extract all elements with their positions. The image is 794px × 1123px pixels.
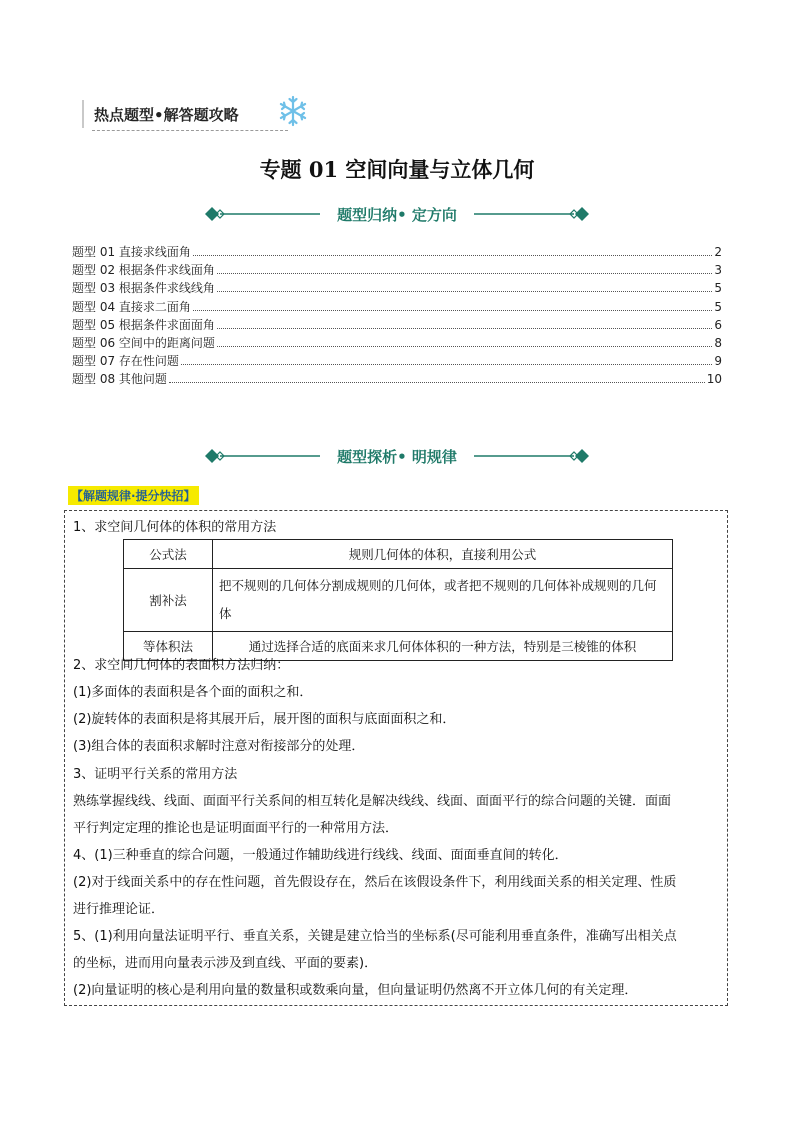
header-label: 热点题型•解答题攻略: [94, 106, 239, 124]
toc-entry-page: 5: [714, 281, 722, 296]
toc-entry-page: 2: [714, 245, 722, 259]
toc-leader: [169, 382, 705, 383]
tips-text: 平行判定定理的推论也是证明面面平行的一种常用方法．: [73, 821, 399, 836]
toc-entry-page: 10: [706, 372, 722, 387]
tips-text: (2)向量证明的核心是利用向量的数量积或数乘向量，但向量证明仍然离不开立体几何的有关定理．: [73, 983, 638, 998]
tips-text: (1)多面体的表面积是各个面的面积之和．: [73, 685, 313, 700]
toc-banner-title: 题型归纳• 定方向: [337, 206, 457, 224]
toc-leader: [217, 346, 712, 347]
toc-entry-label: 题型 02 根据条件求线面角: [72, 263, 215, 278]
section-header: [82, 96, 312, 132]
tips-heading-5: 5、(1)利用向量法证明平行、垂直关系，关键是建立恰当的坐标系(尽可能利用垂直条件，准确写出相关点: [73, 929, 677, 944]
tips-text: (3)组合体的表面积求解时注意对衔接部分的处理．: [73, 739, 365, 754]
tips-text: (2)对于线面关系中的存在性问题，首先假设存在，然后在该假设条件下，利用线面关系的相关定理、性质: [73, 875, 677, 890]
toc-entry-label: 题型 03 根据条件求线线角: [72, 281, 215, 296]
toc-entry-label: 题型 04 直接求二面角: [72, 299, 191, 314]
toc-leader: [217, 273, 712, 274]
table-cell-value: 通过选择合适的底面来求几何体体积的一种方法，特别是三棱锥的体积: [213, 632, 673, 661]
toc-entry-page: 5: [714, 299, 722, 314]
toc-entry-label: 题型 01 直接求线面角: [72, 245, 191, 259]
toc-entry-page: 8: [714, 335, 722, 350]
table-cell-key: 公式法: [124, 540, 213, 569]
toc-entry-label: 题型 07 存在性问题: [72, 354, 179, 369]
toc-entry[interactable]: [72, 352, 722, 370]
tips-text: (2)旋转体的表面积是将其展开后，展开图的面积与底面面积之和．: [73, 712, 456, 727]
table-cell-value: 规则几何体的体积，直接利用公式: [213, 540, 673, 569]
table-row: [124, 569, 673, 632]
table-cell-key: 割补法: [124, 569, 213, 632]
tips-text: 熟练掌握线线、线面、面面平行关系间的相互转化是解决线线、线面、面面平行的综合问题的关键．面面: [73, 794, 672, 809]
tips-heading-3: 3、证明平行关系的常用方法: [73, 767, 238, 782]
toc-leader: [181, 364, 712, 365]
toc-entry[interactable]: [72, 298, 722, 316]
snowflake-icon: [276, 94, 310, 128]
tips-text: 进行推理论证．: [73, 902, 165, 917]
tips-tag: 【解题规律·提分快招】: [68, 486, 199, 505]
table-cell-value: 把不规则的几何体分割成规则的几何体，或者把不规则的几何体补成规则的几何体: [213, 569, 673, 632]
toc-entry[interactable]: [72, 261, 722, 279]
tips-text: 的坐标，进而用向量表示涉及到直线、平面的要素)．: [73, 956, 378, 971]
toc-entry-label: 题型 05 根据条件求面面角: [72, 317, 215, 332]
toc-banner: [202, 201, 592, 227]
toc-entry[interactable]: [72, 370, 722, 388]
header-dashed-rule: [92, 130, 288, 131]
toc-entry[interactable]: [72, 243, 722, 261]
table-cell-key: 等体积法: [124, 632, 213, 661]
toc-entry-page: 3: [714, 263, 722, 278]
toc-entry[interactable]: [72, 334, 722, 352]
toc-entry[interactable]: [72, 316, 722, 334]
tips-box: [64, 510, 728, 1006]
toc-leader: [193, 310, 712, 311]
toc-leader: [193, 255, 712, 256]
toc-leader: [217, 291, 712, 292]
toc-entry-page: 9: [714, 354, 722, 369]
tips-heading-4: 4、(1)三种垂直的综合问题，一般通过作辅助线进行线线、线面、面面垂直间的转化．: [73, 848, 568, 863]
toc-entry[interactable]: [72, 279, 722, 297]
toc-entry-page: 6: [714, 317, 722, 332]
explore-banner: [202, 443, 592, 469]
toc-leader: [217, 328, 712, 329]
table-of-contents: [72, 243, 722, 389]
volume-methods-table: [123, 539, 673, 661]
header-bar: [82, 100, 84, 128]
toc-entry-label: 题型 06 空间中的距离问题: [72, 335, 215, 350]
tips-heading-2: 2、求空间几何体的表面积方法归纳：: [73, 658, 290, 673]
document-title: 专题 01 空间向量与立体几何: [259, 157, 535, 182]
table-row: [124, 540, 673, 569]
explore-banner-title: 题型探析• 明规律: [337, 448, 457, 466]
toc-entry-label: 题型 08 其他问题: [72, 372, 167, 387]
tips-heading-1: 1、求空间几何体的体积的常用方法: [73, 520, 277, 535]
